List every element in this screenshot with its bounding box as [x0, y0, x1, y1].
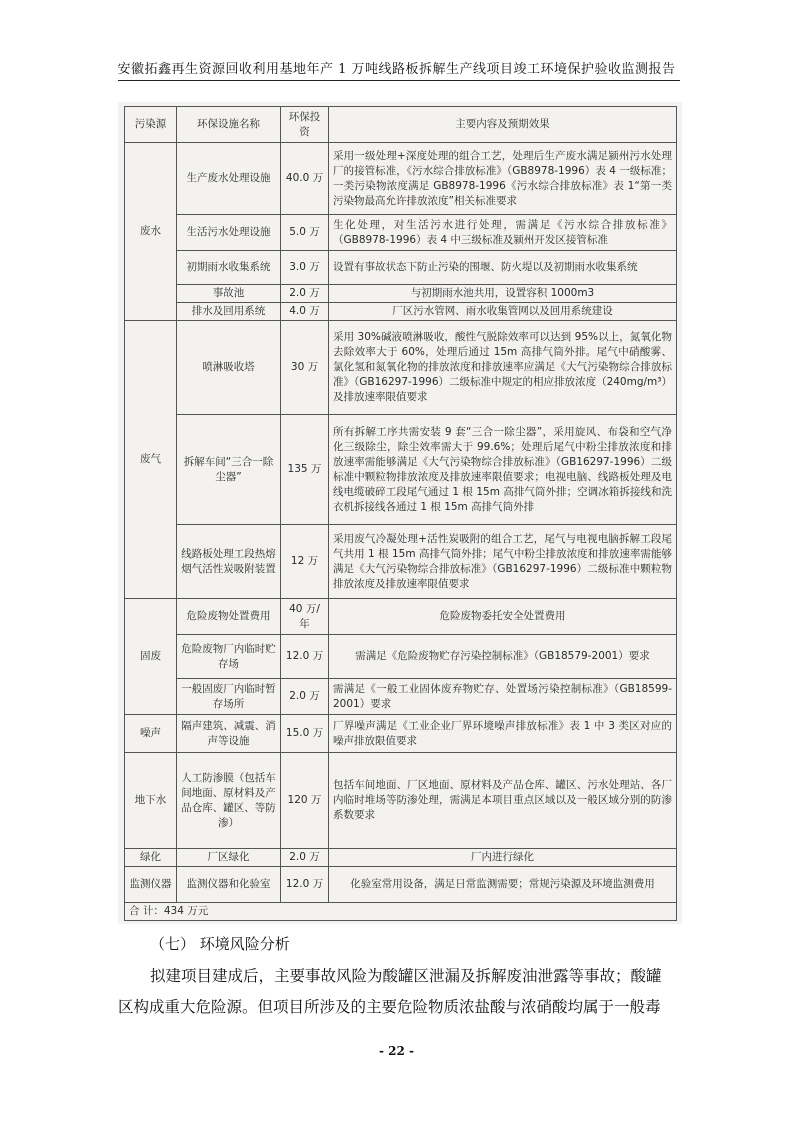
investment-amount: 2.0 万 [281, 285, 329, 303]
table-row [125, 867, 677, 903]
investment-amount: 3.0 万 [281, 251, 329, 285]
group-label-monitoring: 监测仪器 [125, 867, 177, 903]
group-label-wastewater: 废水 [125, 143, 177, 321]
content-description: 厂内进行绿化 [329, 849, 677, 867]
report-header-title: 安徽拓鑫再生资源回收利用基地年产 1 万吨线路板拆解生产线项目竣工环境保护验收监测报告 [117, 62, 676, 77]
facility-name: 厂区绿化 [177, 849, 281, 867]
table-row [125, 715, 677, 753]
content-description: 采用废气冷凝处理+活性炭吸附的组合工艺，尾气与电视电脑拆解工段尾气共用 1 根 15m 高排气筒外排；尾气中粉尘排放浓度和排放速率需能够满足《大气污染物综合排放标准》（GB16297-1996）二级标准中颗粒物排放浓度及排放速率限值要求 [329, 525, 677, 599]
table-row [125, 251, 677, 285]
content-description: 需满足《危险废物贮存污染控制标准》（GB18579-2001）要求 [329, 635, 677, 679]
investment-amount: 5.0 万 [281, 215, 329, 251]
facility-name: 排水及回用系统 [177, 303, 281, 321]
environmental-investment-table [124, 106, 677, 921]
column-header-content: 主要内容及预期效果 [329, 107, 677, 143]
table-row [125, 321, 677, 415]
facility-name: 监测仪器和化验室 [177, 867, 281, 903]
total-investment: 合 计：434 万元 [125, 903, 677, 921]
column-header-pollution-source: 污染源 [125, 107, 177, 143]
column-header-investment: 环保投资 [281, 107, 329, 143]
table-row [125, 599, 677, 635]
table-row [125, 415, 677, 525]
investment-amount: 2.0 万 [281, 849, 329, 867]
facility-name: 生活污水处理设施 [177, 215, 281, 251]
column-header-facility-name: 环保设施名称 [177, 107, 281, 143]
table-header-row [125, 107, 677, 143]
investment-amount: 30 万 [281, 321, 329, 415]
group-label-solid-waste: 固废 [125, 599, 177, 715]
content-description: 需满足《一般工业固体废弃物贮存、处置场污染控制标准》（GB18599-2001）要求 [329, 679, 677, 715]
group-label-greening: 绿化 [125, 849, 177, 867]
paragraph-line: 拟建项目建成后，主要事故风险为酸罐区泄漏及拆解废油泄露等事故；酸罐 [150, 967, 662, 985]
table-row [125, 679, 677, 715]
content-description: 设置有事故状态下防止污染的围堰、防火堤以及初期雨水收集系统 [329, 251, 677, 285]
section-heading: （七） 环境风险分析 [150, 935, 290, 953]
content-description: 危险废物委托安全处置费用 [329, 599, 677, 635]
header-divider [118, 80, 680, 81]
table-row [125, 525, 677, 599]
scanned-table-image [118, 102, 682, 924]
facility-name: 初期雨水收集系统 [177, 251, 281, 285]
paragraph-line: 区构成重大危险源。但项目所涉及的主要危险物质浓盐酸与浓硝酸均属于一般毒 [118, 998, 661, 1016]
group-label-groundwater: 地下水 [125, 753, 177, 849]
table-row [125, 753, 677, 849]
facility-name: 喷淋吸收塔 [177, 321, 281, 415]
table-total-row [125, 903, 677, 921]
content-description: 包括车间地面、厂区地面、原材料及产品仓库、罐区、污水处理站、各厂内临时堆场等防渗处理，需满足本项目重点区域以及一般区域分别的防渗系数要求 [329, 753, 677, 849]
table-row [125, 635, 677, 679]
investment-amount: 40 万/年 [281, 599, 329, 635]
investment-amount: 12.0 万 [281, 867, 329, 903]
investment-amount: 135 万 [281, 415, 329, 525]
content-description: 所有拆解工序共需安装 9 套“三合一除尘器”，采用旋风、布袋和空气净化三级除尘，除尘效率需大于 99.6%；处理后尾气中粉尘排放浓度和排放速率需能够满足《大气污染物综合排放标准》（GB16297-1996）二级标准中颗粒物排放浓度及排放速率限值要求；电视电脑、线路板处理及电线电缆破碎工段尾气通过 1 根 15m 高排气筒外排；空调冰箱拆接线和洗衣机拆接线各通过 1 根 15m 高排气筒外排 [329, 415, 677, 525]
facility-name: 隔声建筑、减震、消声等设施 [177, 715, 281, 753]
content-description: 生化处理，对生活污水进行处理，需满足《污水综合排放标准》（GB8978-1996）表 4 中三级标准及颍州开发区接管标准 [329, 215, 677, 251]
facility-name: 拆解车间“三合一除尘器” [177, 415, 281, 525]
content-description: 厂界噪声满足《工业企业厂界环境噪声排放标准》表 1 中 3 类区对应的噪声排放限值要求 [329, 715, 677, 753]
table-row [125, 285, 677, 303]
investment-amount: 2.0 万 [281, 679, 329, 715]
investment-amount: 12 万 [281, 525, 329, 599]
table-row [125, 303, 677, 321]
facility-name: 人工防渗膜（包括车间地面、原材料及产品仓库、罐区、等防渗） [177, 753, 281, 849]
page-number: - 22 - [378, 1044, 414, 1058]
facility-name: 危险废物处置费用 [177, 599, 281, 635]
group-label-noise: 噪声 [125, 715, 177, 753]
table-row [125, 143, 677, 215]
facility-name: 危险废物厂内临时贮存场 [177, 635, 281, 679]
facility-name: 生产废水处理设施 [177, 143, 281, 215]
content-description: 与初期雨水池共用，设置容积 1000m3 [329, 285, 677, 303]
group-label-waste-gas: 废气 [125, 321, 177, 599]
investment-amount: 12.0 万 [281, 635, 329, 679]
table-row [125, 215, 677, 251]
investment-amount: 15.0 万 [281, 715, 329, 753]
content-description: 厂区污水管网、雨水收集管网以及回用系统建设 [329, 303, 677, 321]
facility-name: 一般固废厂内临时暂存场所 [177, 679, 281, 715]
facility-name: 线路板处理工段热熔烟气活性炭吸附装置 [177, 525, 281, 599]
content-description: 采用一级处理+深度处理的组合工艺，处理后生产废水满足颍州污水处理厂的接管标准，《污水综合排放标准》（GB8978-1996）表 4 一级标准；一类污染物浓度满足 GB8978-1996《污水综合排放标准》表 1“第一类污染物最高允许排放浓度”相关标准要求 [329, 143, 677, 215]
content-description: 采用 30%碱液喷淋吸收，酸性气脱除效率可以达到 95%以上，氮氧化物去除效率大于 60%，处理后通过 15m 高排气筒外排。尾气中硝酸雾、氯化氢和氮氧化物的排放浓度和排放速率应满足《大气污染物综合排放标准》（GB16297-1996）二级标准中规定的相应排放浓度（240mg/m³）及排放速率限值要求 [329, 321, 677, 415]
content-description: 化验室常用设备，满足日常监测需要；常规污染源及环境监测费用 [329, 867, 677, 903]
facility-name: 事故池 [177, 285, 281, 303]
table-row [125, 849, 677, 867]
investment-amount: 40.0 万 [281, 143, 329, 215]
investment-amount: 4.0 万 [281, 303, 329, 321]
investment-amount: 120 万 [281, 753, 329, 849]
